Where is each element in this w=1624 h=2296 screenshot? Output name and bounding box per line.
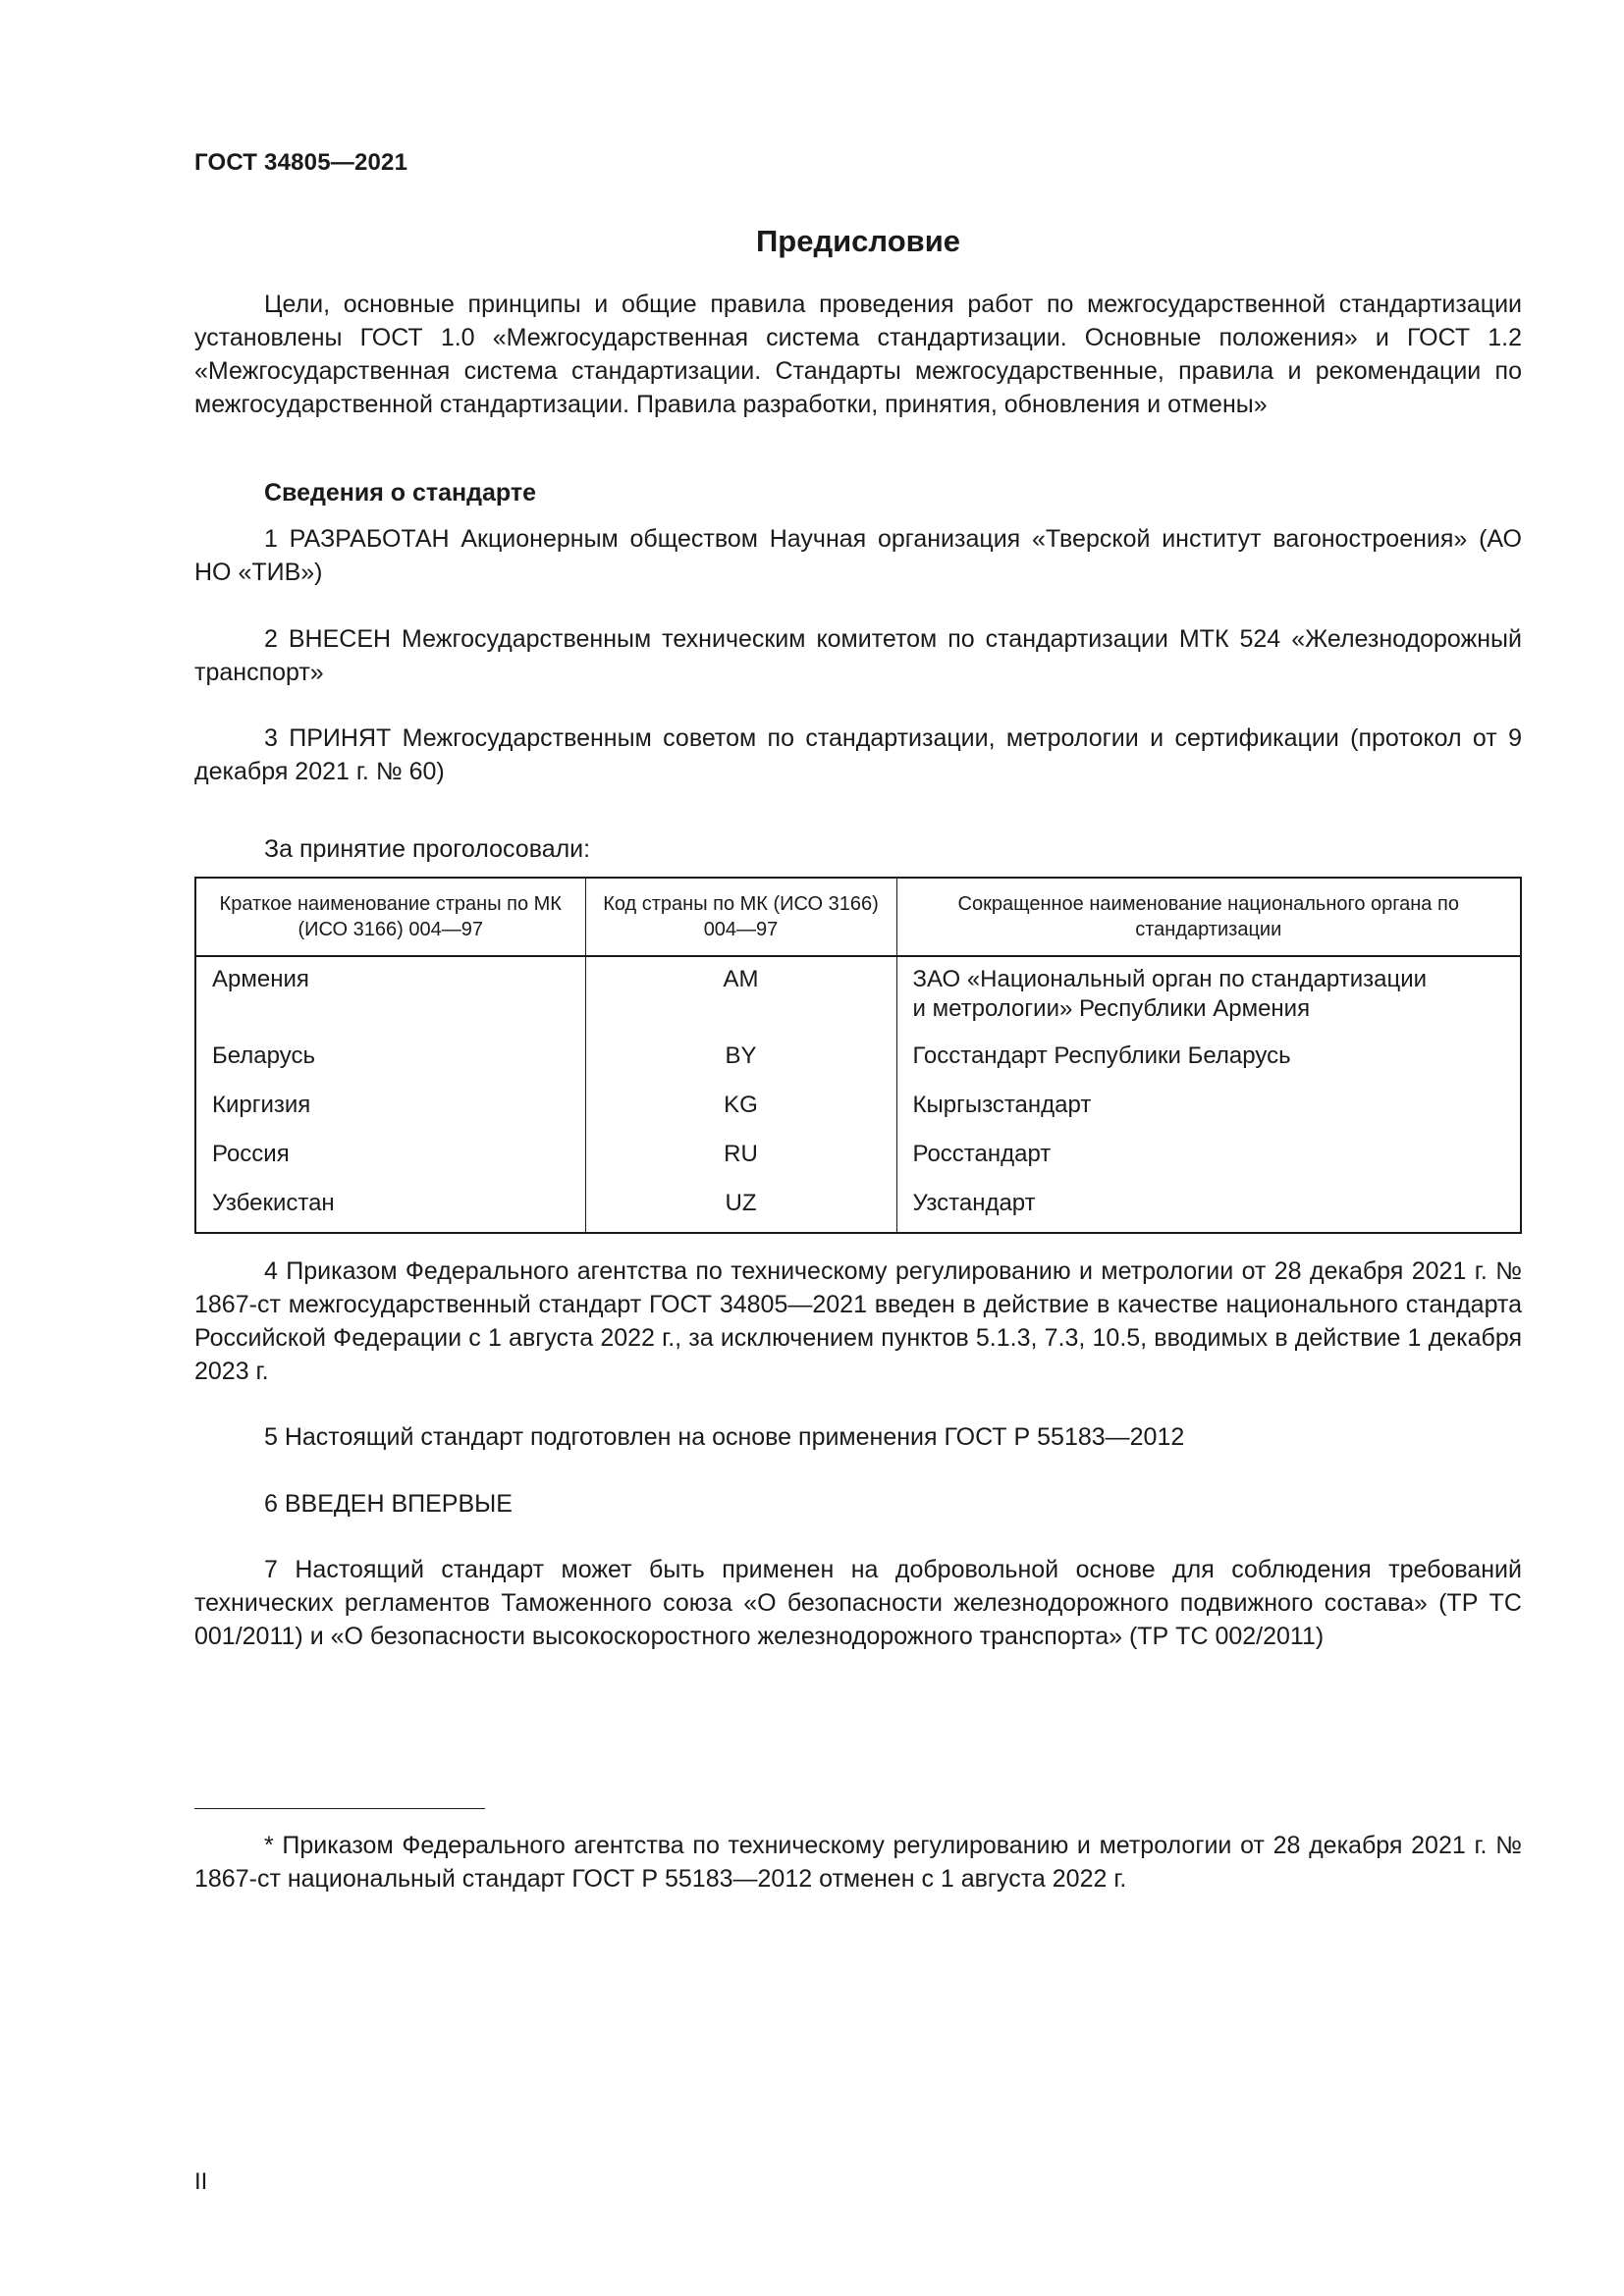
cell-code: BY	[585, 1036, 896, 1085]
table-header-row	[195, 878, 1521, 956]
cell-country: Киргизия	[195, 1085, 585, 1134]
item-based-on: 5 Настоящий стандарт подготовлен на основе применения ГОСТ Р 55183—2012	[264, 1423, 1185, 1451]
item-order-enactment: 4 Приказом Федерального агентства по техническому регулированию и метрологии от 28 декабря 2021 г. № 1867-ст межгосударственный стандарт ГОСТ 34805—2021 введен в действие в качестве национального стандарта Российской Федерации с 1 августа 2022 г., за исключением пунктов 5.1.3, 7.3, 10.5, вводимых в действие 1 декабря 2023 г.	[194, 1257, 1522, 1385]
cell-country: Узбекистан	[195, 1183, 585, 1233]
vote-intro: За принятие проголосовали:	[264, 835, 591, 863]
page-number: II	[194, 2168, 208, 2195]
column-header-national-body: Сокращенное наименование национального органа по стандартизации	[896, 878, 1521, 956]
document-code-header: ГОСТ 34805—2021	[194, 149, 408, 176]
cell-national-body: Кыргызстандарт	[912, 1092, 1092, 1118]
cell-code: RU	[585, 1134, 896, 1183]
table-row	[195, 1036, 1521, 1085]
item-first-introduced: 6 ВВЕДЕН ВПЕРВЫЕ	[264, 1490, 513, 1518]
table-row	[195, 1134, 1521, 1183]
cell-national-body: Госстандарт Республики Беларусь	[912, 1042, 1291, 1069]
cell-code: UZ	[585, 1183, 896, 1233]
cell-code: KG	[585, 1085, 896, 1134]
column-header-country: Краткое наименование страны по МК (ИСО 3166) 004—97	[195, 878, 585, 956]
cell-national-body-line: ЗАО «Национальный орган по стандартизации	[912, 966, 1428, 992]
table-row	[195, 1183, 1521, 1233]
item-adopted: 3 ПРИНЯТ Межгосударственным советом по стандартизации, метрологии и сертификации (протокол от 9 декабря 2021 г. № 60)	[194, 724, 1522, 785]
cell-national-body: Узстандарт	[912, 1190, 1036, 1216]
item-developed: 1 РАЗРАБОТАН Акционерным обществом Научная организация «Тверской институт вагоностроения» (АО НО «ТИВ»)	[194, 525, 1522, 586]
table-row	[195, 1085, 1521, 1134]
cell-national-body-line: и метрологии» Республики Армения	[912, 995, 1311, 1022]
item-introduced: 2 ВНЕСЕН Межгосударственным техническим комитетом по стандартизации МТК 524 «Железнодорожный транспорт»	[194, 625, 1522, 686]
page-title: Предисловие	[755, 224, 960, 258]
intro-paragraph: Цели, основные принципы и общие правила проведения работ по межгосударственной стандартизации установлены ГОСТ 1.0 «Межгосударственная система стандартизации. Основные положения» и ГОСТ 1.2 «Межгосударственная система стандартизации. Стандарты межгосударственные, правила и рекомендации по межгосударственной стандартизации. Правила разработки, принятия, обновления и отмены»	[194, 291, 1522, 418]
column-header-code: Код страны по МК (ИСО 3166) 004—97	[585, 878, 896, 956]
standard-info-heading: Сведения о стандарте	[264, 479, 537, 507]
table-row	[195, 956, 1521, 1036]
voting-countries-table	[194, 877, 1522, 1234]
footnote: * Приказом Федерального агентства по техническому регулированию и метрологии от 28 декабря 2021 г. № 1867-ст национальный стандарт ГОСТ Р 55183—2012 отменен с 1 августа 2022 г.	[194, 1832, 1522, 1893]
item-voluntary-application: 7 Настоящий стандарт может быть применен на добровольной основе для соблюдения требований технических регламентов Таможенного союза «О безопасности железнодорожного подвижного состава» (ТР ТС 001/2011) и «О безопасности высокоскоростного железнодорожного транспорта» (ТР ТС 002/2011)	[194, 1556, 1522, 1650]
cell-code: AM	[585, 956, 896, 1036]
cell-country: Россия	[195, 1134, 585, 1183]
footnote-divider	[194, 1808, 485, 1809]
cell-national-body	[896, 956, 1521, 1036]
cell-country: Армения	[195, 956, 585, 1036]
cell-country: Беларусь	[195, 1036, 585, 1085]
cell-national-body: Росстандарт	[912, 1141, 1052, 1167]
